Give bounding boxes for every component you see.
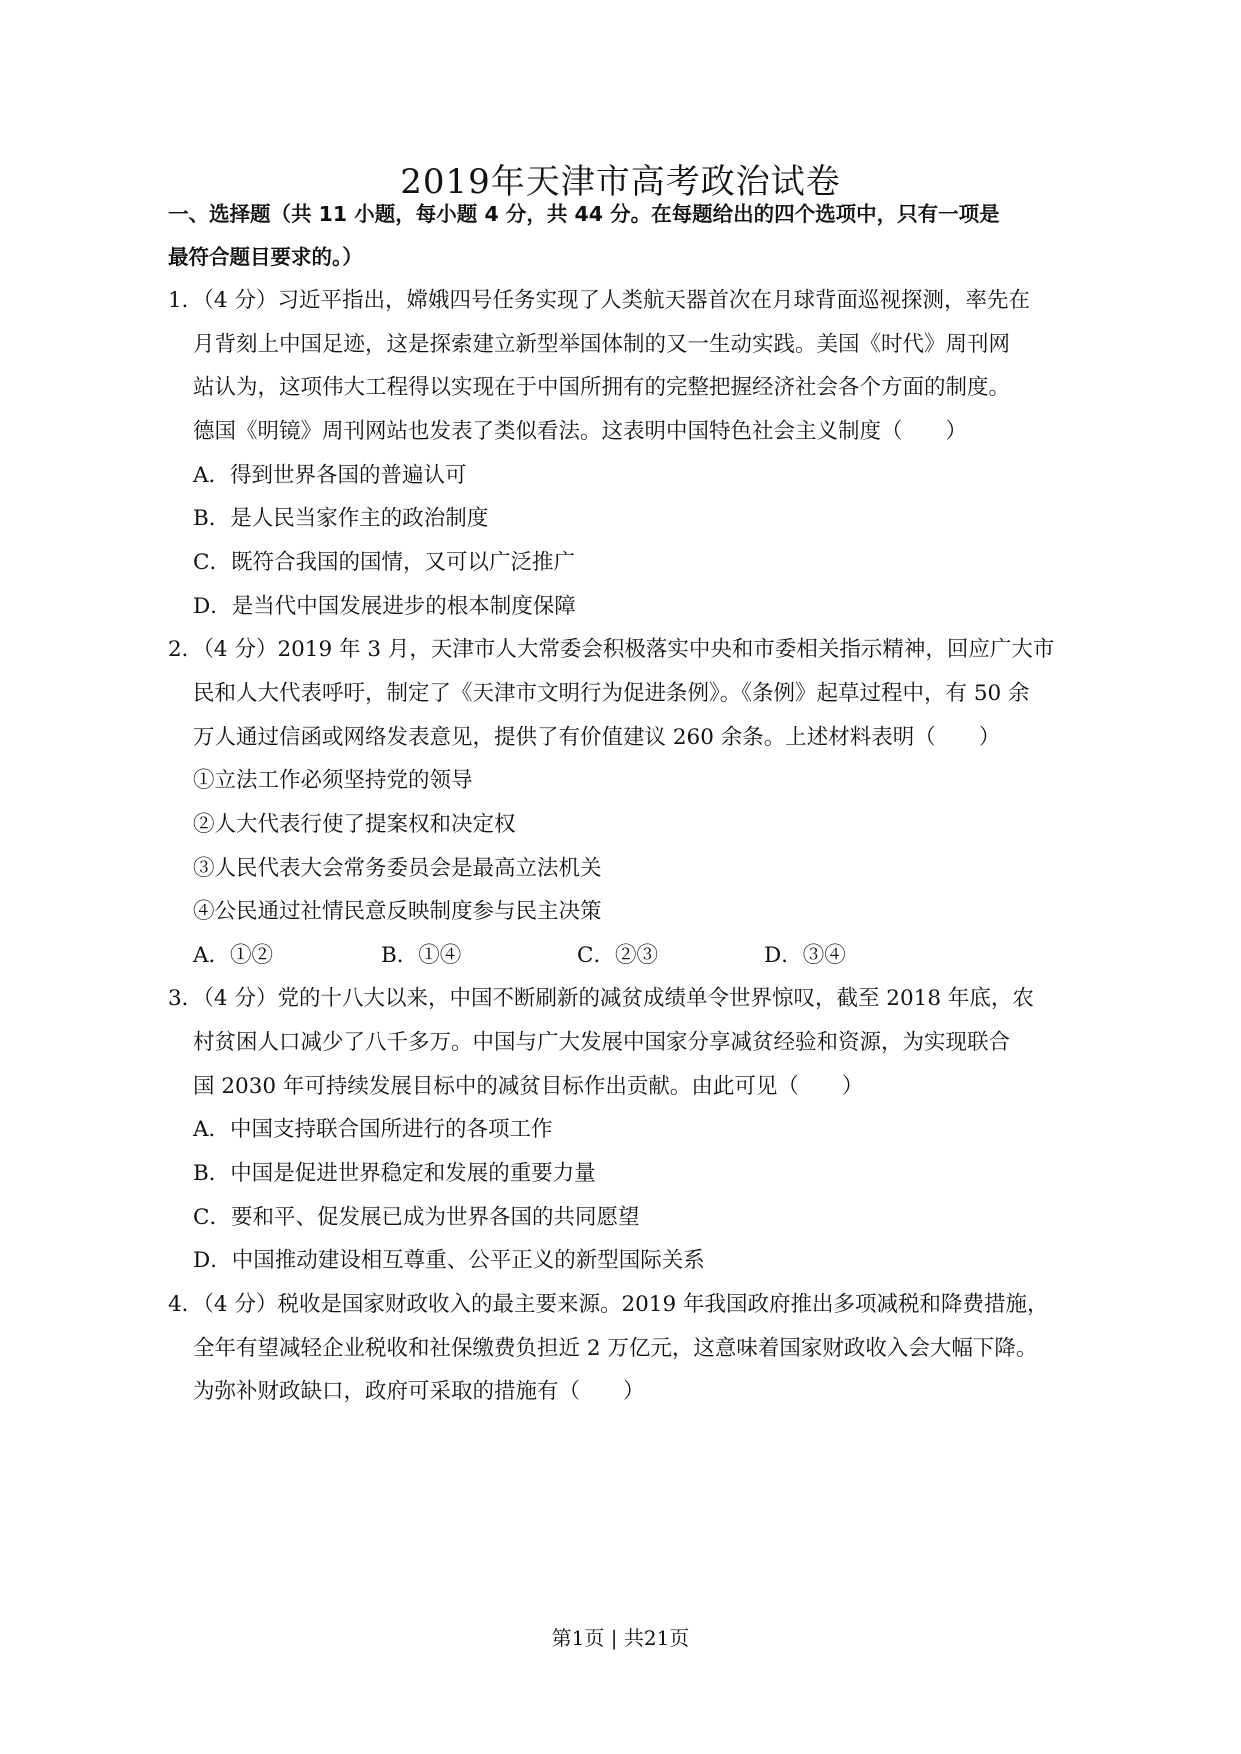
q2-option-d: D．③④ — [764, 943, 846, 968]
q2-option-a: A．①② — [193, 943, 274, 968]
q1-stem-line1: 1．（4 分）习近平指出，嫦娥四号任务实现了人类航天器首次在月球背面巡视探测，率先在 — [168, 288, 1030, 313]
q4-stem-line3: 为弥补财政缺口，政府可采取的措施有（ ） — [193, 1379, 645, 1404]
q4-stem-line1: 4．（4 分）税收是国家财政收入的最主要来源。2019 年我国政府推出多项减税和降费措施， — [168, 1292, 1049, 1317]
q1-option-b: B．是人民当家作主的政治制度 — [193, 506, 489, 531]
q2-item-1: ①立法工作必须坚持党的领导 — [193, 768, 473, 793]
q1-stem-line3: 站认为，这项伟大工程得以实现在于中国所拥有的完整把握经济社会各个方面的制度。 — [193, 375, 1011, 400]
q1-stem-line2: 月背刻上中国足迹，这是探索建立新型举国体制的又一生动实践。美国《时代》周刊网 — [193, 332, 1011, 357]
q2-option-c: C．②③ — [577, 943, 658, 968]
q3-option-c: C．要和平、促发展已成为世界各国的共同愿望 — [193, 1205, 640, 1230]
page-footer: 第1页 | 共21页 — [551, 1626, 690, 1650]
q1-option-a: A．得到世界各国的普遍认可 — [193, 463, 467, 488]
q3-option-b: B．中国是促进世界稳定和发展的重要力量 — [193, 1161, 596, 1186]
page-title: 2019年天津市高考政治试卷 — [400, 162, 841, 202]
q1-option-d: D．是当代中国发展进步的根本制度保障 — [193, 594, 576, 619]
q3-option-d: D．中国推动建设相互尊重、公平正义的新型国际关系 — [193, 1248, 705, 1273]
q3-option-a: A．中国支持联合国所进行的各项工作 — [193, 1117, 553, 1142]
section-heading-line2: 最符合题目要求的。） — [168, 245, 363, 269]
q2-item-4: ④公民通过社情民意反映制度参与民主决策 — [193, 899, 602, 924]
q2-stem-line1: 2．（4 分）2019 年 3 月，天津市人大常委会积极落实中央和市委相关指示精神，回应广大市 — [168, 637, 1055, 662]
q3-stem-line3: 国 2030 年可持续发展目标中的减贫目标作出贡献。由此可见（ ） — [193, 1074, 864, 1099]
q3-stem-line1: 3．（4 分）党的十八大以来，中国不断刷新的减贫成绩单令世界惊叹，截至 2018 年底，农 — [168, 986, 1034, 1011]
q3-stem-line2: 村贫困人口减少了八千多万。中国与广大发展中国家分享减贫经验和资源，为实现联合 — [193, 1030, 1011, 1055]
q1-option-c: C．既符合我国的国情，又可以广泛推广 — [193, 550, 575, 575]
q2-option-b: B．①④ — [381, 943, 462, 968]
q1-stem-line4: 德国《明镜》周刊网站也发表了类似看法。这表明中国特色社会主义制度（ ） — [193, 419, 968, 444]
q2-item-3: ③人民代表大会常务委员会是最高立法机关 — [193, 856, 602, 881]
q4-stem-line2: 全年有望减轻企业税收和社保缴费负担近 2 万亿元，这意味着国家财政收入会大幅下降。 — [193, 1336, 1038, 1361]
q2-stem-line2: 民和人大代表呼吁，制定了《天津市文明行为促进条例》。《条例》起草过程中，有 50 余 — [193, 681, 1030, 706]
section-heading-line1: 一、选择题（共 11 小题，每小题 4 分，共 44 分。在每题给出的四个选项中，只有一项是 — [168, 202, 1000, 226]
q2-stem-line3: 万人通过信函或网络发表意见，提供了有价值建议 260 余条。上述材料表明（ ） — [193, 725, 1001, 750]
q2-item-2: ②人大代表行使了提案权和决定权 — [193, 812, 516, 837]
